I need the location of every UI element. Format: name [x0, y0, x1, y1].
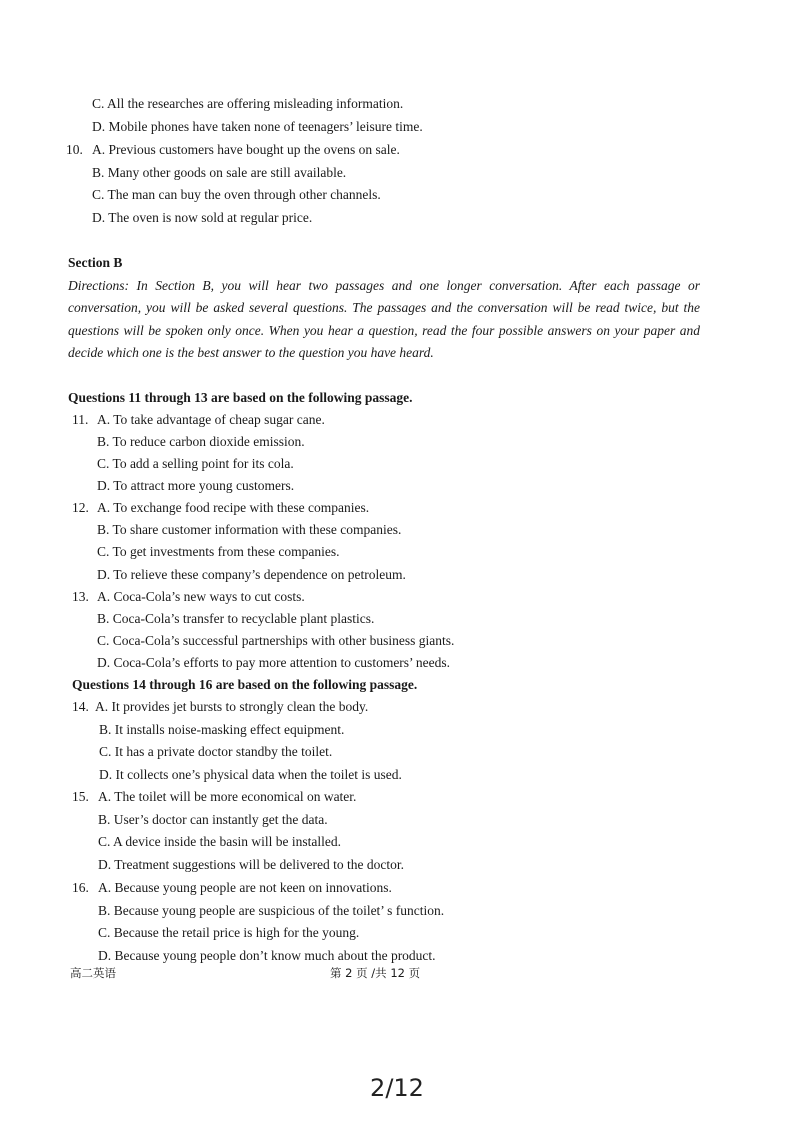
group1-heading: Questions 11 through 13 are based on the following passage. [68, 390, 413, 405]
q11-option-d: D. To attract more young customers. [97, 478, 295, 493]
q11-option-b: B. To reduce carbon dioxide emission. [97, 434, 305, 449]
q13-option-b: B. Coca-Cola’s transfer to recyclable plant plastics. [97, 611, 375, 626]
q9-option-d: D. Mobile phones have taken none of teenagers’ leisure time. [92, 119, 423, 134]
group2-heading: Questions 14 through 16 are based on the following passage. [72, 677, 418, 692]
q13-option-d: D. Coca-Cola’s efforts to pay more attention to customers’ needs. [97, 655, 451, 670]
q15-option-b: B. User’s doctor can instantly get the data. [98, 812, 328, 827]
q11-option-a: A. To take advantage of cheap sugar cane. [97, 412, 325, 427]
q15-option-d: D. Treatment suggestions will be delivered to the doctor. [98, 857, 404, 872]
q16-option-a: A. Because young people are not keen on innovations. [98, 880, 392, 895]
q16-option-d: D. Because young people don’t know much about the product. [98, 948, 436, 963]
footer-page-info: 第 2 页 /共 12 页 [330, 966, 421, 980]
q12-option-d: D. To relieve these company’s dependence on petroleum. [97, 567, 406, 582]
q14-option-d: D. It collects one’s physical data when the toilet is used. [99, 767, 402, 782]
q13-number: 13. [72, 589, 89, 604]
q13-option-a: A. Coca-Cola’s new ways to cut costs. [97, 589, 305, 604]
q16-option-c: C. Because the retail price is high for the young. [98, 925, 360, 940]
q10-number: 10. [66, 142, 83, 157]
q16-option-b: B. Because young people are suspicious of the toilet’ s function. [98, 903, 445, 918]
q15-option-c: C. A device inside the basin will be installed. [98, 834, 341, 849]
q14-option-a: A. It provides jet bursts to strongly clean the body. [95, 699, 369, 714]
q13-option-c: C. Coca-Cola’s successful partnerships with other business giants. [97, 633, 455, 648]
q15-number: 15. [72, 789, 89, 804]
q15-option-a: A. The toilet will be more economical on water. [98, 789, 357, 804]
q14-number: 14. [72, 699, 89, 714]
q10-option-c: C. The man can buy the oven through other channels. [92, 187, 381, 202]
q10-option-a: A. Previous customers have bought up the ovens on sale. [92, 142, 400, 157]
q10-option-b: B. Many other goods on sale are still available. [92, 165, 347, 180]
page-indicator: 2/12 [370, 1074, 424, 1102]
q10-option-d: D. The oven is now sold at regular price. [92, 210, 313, 225]
q12-option-b: B. To share customer information with these companies. [97, 522, 402, 537]
q11-option-c: C. To add a selling point for its cola. [97, 456, 294, 471]
section-b-title: Section B [68, 255, 123, 270]
q12-option-a: A. To exchange food recipe with these companies. [97, 500, 370, 515]
q11-number: 11. [72, 412, 89, 427]
q16-number: 16. [72, 880, 89, 895]
q12-number: 12. [72, 500, 89, 515]
q9-option-c: C. All the researches are offering misleading information. [92, 96, 404, 111]
section-b-directions: Directions: In Section B, you will hear two passages and one longer conversation. After each passage or conversation, you will be asked several questions. The passages and the conversation will be read twice, but the questions will be spoken only once. When you hear a question, read the four possible answers on your paper and decide which one is the best answer to the question you have heard. [68, 278, 700, 361]
q14-option-c: C. It has a private doctor standby the toilet. [99, 744, 333, 759]
q12-option-c: C. To get investments from these companies. [97, 544, 340, 559]
footer-subject: 高二英语 [70, 966, 116, 980]
q14-option-b: B. It installs noise-masking effect equipment. [99, 722, 345, 737]
